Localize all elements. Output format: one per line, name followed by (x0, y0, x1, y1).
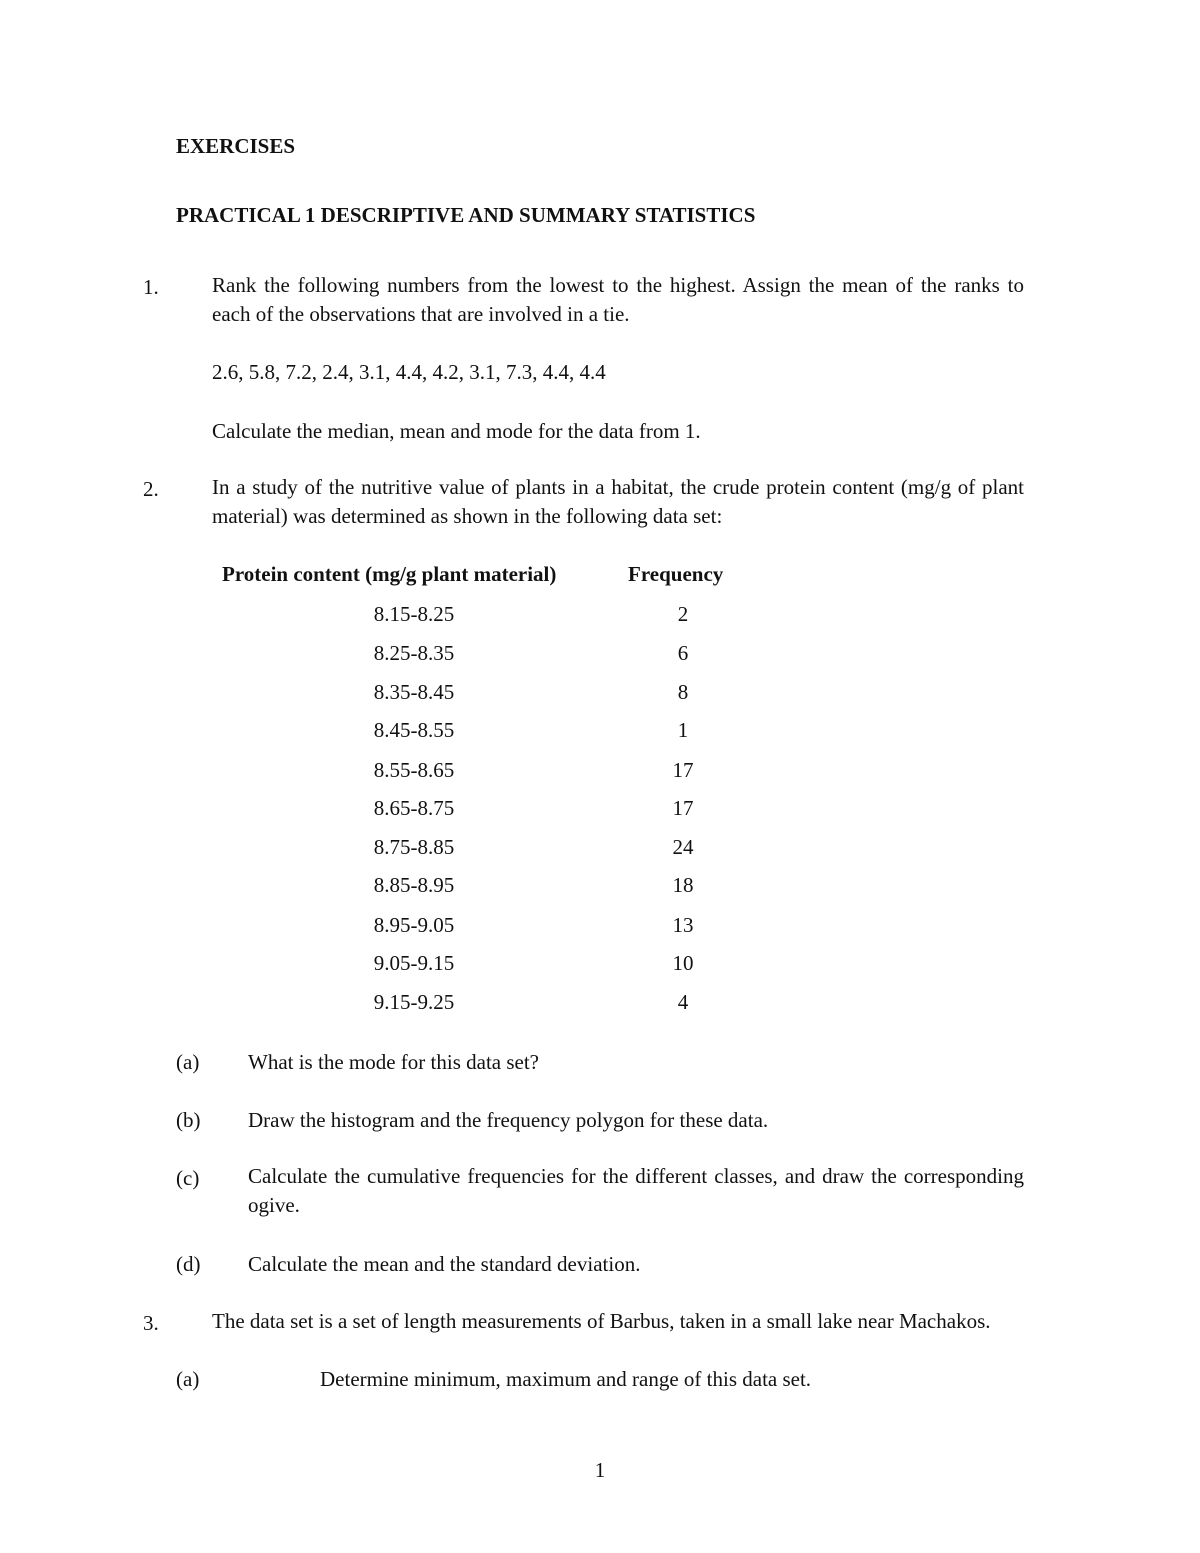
table-cell-range: 8.75-8.85 (373, 835, 455, 859)
table-cell-frequency: 10 (672, 951, 694, 975)
q1-data: 2.6, 5.8, 7.2, 2.4, 3.1, 4.4, 4.2, 3.1, 7.3, 4.4, 4.4 (212, 360, 606, 384)
table-cell-frequency: 2 (677, 602, 689, 626)
table-cell-frequency: 1 (677, 718, 689, 742)
table-cell-range: 8.45-8.55 (373, 718, 455, 742)
table-cell-frequency: 17 (672, 796, 694, 820)
table-cell-range: 9.05-9.15 (373, 951, 455, 975)
table-header-frequency: Frequency (628, 562, 724, 586)
q3-text: The data set is a set of length measurements of Barbus, taken in a small lake near Machakos. (212, 1309, 991, 1333)
table-cell-frequency: 24 (672, 835, 694, 859)
q2-part-text: What is the mode for this data set? (248, 1050, 539, 1074)
q2-part-text: Draw the histogram and the frequency polygon for these data. (248, 1108, 769, 1132)
table-header-protein: Protein content (mg/g plant material) (222, 562, 557, 586)
table-cell-frequency: 18 (672, 873, 694, 897)
table-cell-range: 8.15-8.25 (373, 602, 455, 626)
table-cell-range: 8.65-8.75 (373, 796, 455, 820)
q2-part-text: Calculate the mean and the standard deviation. (248, 1252, 641, 1276)
table-cell-frequency: 6 (677, 641, 689, 665)
q2-part-label: (b) (176, 1108, 201, 1132)
table-cell-range: 9.15-9.25 (373, 990, 455, 1014)
q3-part-label: (a) (176, 1367, 200, 1391)
table-cell-range: 8.35-8.45 (373, 680, 455, 704)
q2-part-label: (a) (176, 1050, 200, 1074)
q2-number: 2. (143, 477, 159, 501)
table-cell-range: 8.55-8.65 (373, 758, 455, 782)
q3-number: 3. (143, 1311, 159, 1335)
q2-text: In a study of the nutritive value of plants in a habitat, the crude protein content (mg/g of plant material) was determined as shown in the following data set: (212, 475, 1024, 528)
q3-part-text: Determine minimum, maximum and range of this data set. (320, 1367, 812, 1391)
table-cell-range: 8.25-8.35 (373, 641, 455, 665)
table-cell-range: 8.85-8.95 (373, 873, 455, 897)
q2-part-label: (c) (176, 1166, 200, 1190)
table-cell-frequency: 4 (677, 990, 689, 1014)
q1-number: 1. (143, 275, 159, 299)
table-cell-range: 8.95-9.05 (373, 913, 455, 937)
practical-title: PRACTICAL 1 DESCRIPTIVE AND SUMMARY STATISTICS (176, 203, 756, 227)
heading: EXERCISES (176, 134, 296, 158)
page-number: 1 (594, 1458, 606, 1482)
q1-calc: Calculate the median, mean and mode for the data from 1. (212, 419, 701, 443)
table-cell-frequency: 8 (677, 680, 689, 704)
q1-text: Rank the following numbers from the lowest to the highest. Assign the mean of the ranks to each of the observations that are involved in a tie. (212, 273, 1024, 326)
q2-part-text: Calculate the cumulative frequencies for the different classes, and draw the corresponding ogive. (248, 1164, 1024, 1217)
q2-part-label: (d) (176, 1252, 201, 1276)
table-cell-frequency: 17 (672, 758, 694, 782)
table-cell-frequency: 13 (672, 913, 694, 937)
